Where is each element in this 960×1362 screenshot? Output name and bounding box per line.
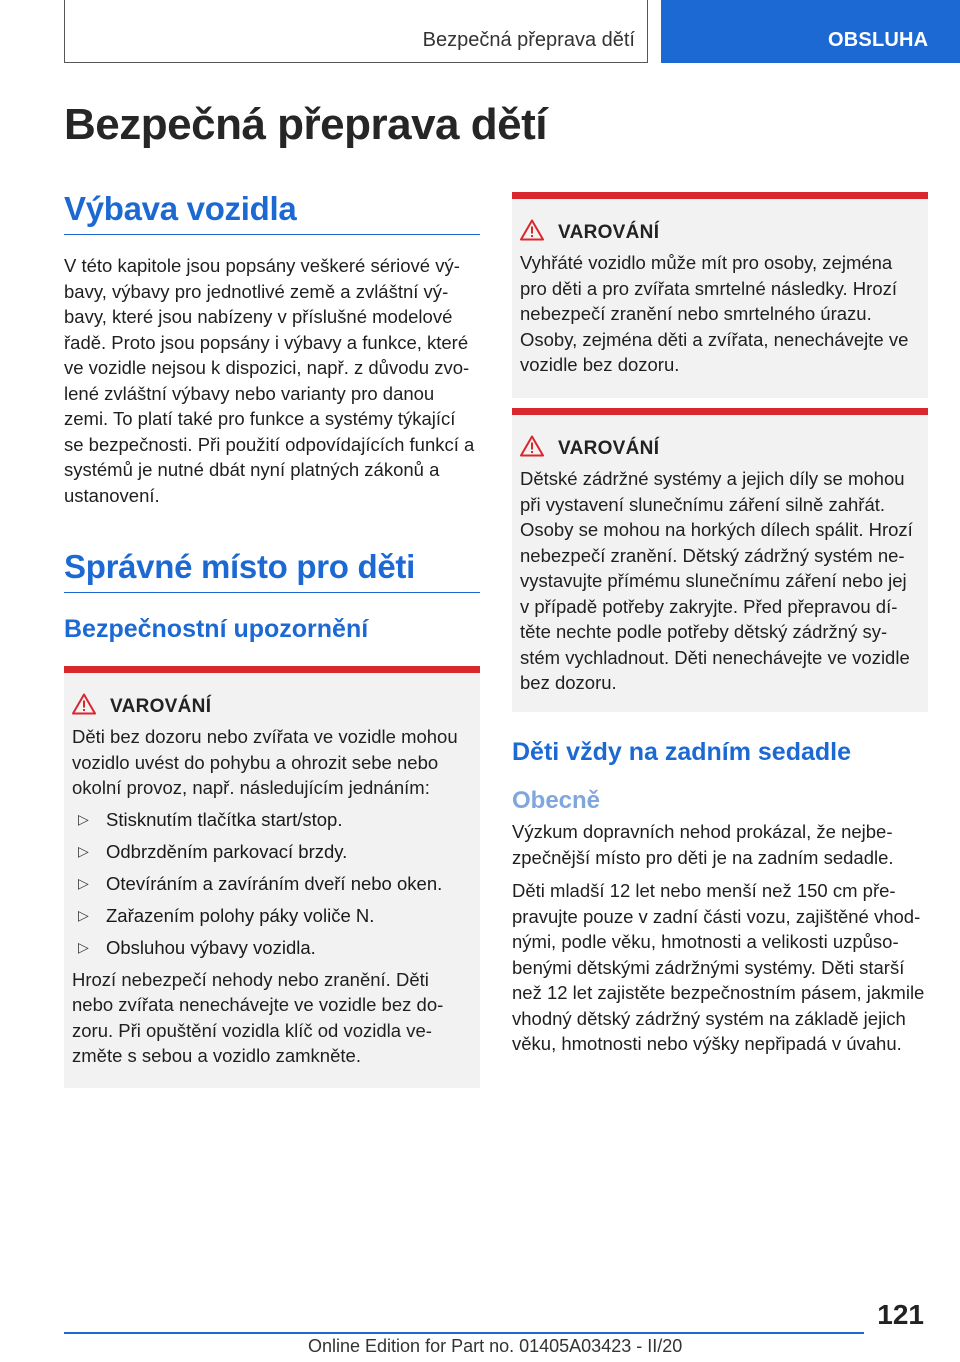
paragraph-vybava: V této kapitole jsou popsány veškeré sériové výbavy, výbavy pro jednotlivé země a zvláštní výbavy, které jsou nabízeny v příslušné modelové řadě. Proto jsou popsány i výbavy a funkce, které ve vozidle nejsou k dispozici, např. z důvodu zvolené zvláštní výbavy nebo varianty pro danou zemi. To platí také pro funkce a systémy týkající se bezpečnosti. Při použití odpovídajících funkcí a systémů je nutné dbát nyní platných zákonů a ustanovení. [64, 255, 475, 506]
header-chapter: Bezpečná přeprava dětí [422, 29, 635, 51]
heading-obecne: Obecně [512, 787, 601, 814]
paragraph-1: Výzkum dopravních nehod prokázal, že nejbezpečnější místo pro děti je na zadním sedadle. [512, 821, 894, 868]
heading-misto: Správné místo pro děti [64, 548, 480, 593]
warning-list [72, 807, 472, 961]
warning-triangle-icon [72, 693, 96, 720]
list-item: ▷ Otevíráním a zavíráním dveří nebo oken. [72, 871, 472, 897]
bullet-triangle-icon: ▷ [78, 810, 89, 827]
left-column [64, 190, 480, 1088]
warning-triangle-icon [520, 219, 544, 246]
paragraph-2: Děti mladší 12 let nebo menší než 150 cm přepravujte pouze v zadní části vozu, zajištěné vhodnými, podle věku, hmotnosti a velikosti uzpůsobenými dětskými zádržnými systémy. Děti starší než 12 let zajistěte bezpečnostním pásem, jakmile vhodný dětský zádržný systém na základě jejich věku, hmotnosti nebo výšky nepřipadá v úvahu. [512, 880, 925, 1054]
warning-intro: Děti bez dozoru nebo zvířata ve vozidle mohou vozidlo uvést do pohybu a ohrozit sebe nebo okolní provoz, např. následujícím jednáním: [72, 726, 458, 798]
warning-triangle-icon [520, 435, 544, 462]
header-section: OBSLUHA [828, 29, 929, 51]
heading-zadni: Děti vždy na zadním sedadle [512, 738, 851, 766]
warning-label: VAROVÁNÍ [558, 437, 660, 459]
footer-divider [64, 1332, 864, 1334]
warning-box-heat [512, 192, 928, 398]
bullet-triangle-icon: ▷ [78, 874, 89, 891]
bullet-triangle-icon: ▷ [78, 938, 89, 955]
page-number: 121 [877, 1299, 924, 1330]
list-item: ▷ Obsluhou výbavy vozidla. [72, 935, 472, 961]
warning-outro: Hrozí nebezpečí nehody nebo zranění. Děti nebo zvířata nenechávejte ve vozidle bez dozoru. Při opuštění vozidla klíč od vozidla vezměte s sebou a vozidlo zamkněte. [72, 968, 444, 1066]
warning-label: VAROVÁNÍ [110, 695, 212, 717]
header-section-tab [661, 0, 960, 63]
footer-edition: Online Edition for Part no. 01405A03423 - II/20 [308, 1336, 683, 1356]
heading-upozorneni: Bezpečnostní upozornění [64, 615, 369, 643]
warning-title [520, 219, 920, 246]
warning-title [520, 435, 920, 462]
warning-text: Vyhřáté vozidlo může mít pro osoby, zejména pro děti a pro zvířata smrtelné následky. Hrozí nebezpečí zranění nebo smrtelného úrazu. Osoby, zejména děti a zvířata, nenechávejte ve vozidle bez dozoru. [520, 252, 909, 375]
bullet-triangle-icon: ▷ [78, 842, 89, 859]
warning-box-left [64, 666, 480, 1088]
right-column [512, 192, 928, 1057]
heading-vybava: Výbava vozidla [64, 190, 480, 235]
warning-text: Dětské zádržné systémy a jejich díly se mohou při vystavení slunečnímu záření silně zahřát. Osoby se mohou na horkých dílech spálit. Hrozí nebezpečí zranění. Dětský zádržný systém nevystavujte přímému slunečnímu záření nebo jej v případě potřeby zakryjte. Před přepravou dítěte nechte podle potřeby dětský zádržný systém vychladnout. Děti nenechávejte ve vozidle bez dozoru. [520, 468, 913, 693]
list-item: ▷ Zařazením polohy páky voliče N. [72, 903, 472, 929]
page-title: Bezpečná přeprava dětí [64, 100, 547, 149]
header-chapter-box [64, 0, 648, 63]
list-item: ▷ Odbrzděním parkovací brzdy. [72, 839, 472, 865]
bullet-triangle-icon: ▷ [78, 906, 89, 923]
warning-title [72, 693, 472, 720]
warning-box-restraint [512, 408, 928, 712]
warning-label: VAROVÁNÍ [558, 221, 660, 243]
list-item: ▷ Stisknutím tlačítka start/stop. [72, 807, 472, 833]
